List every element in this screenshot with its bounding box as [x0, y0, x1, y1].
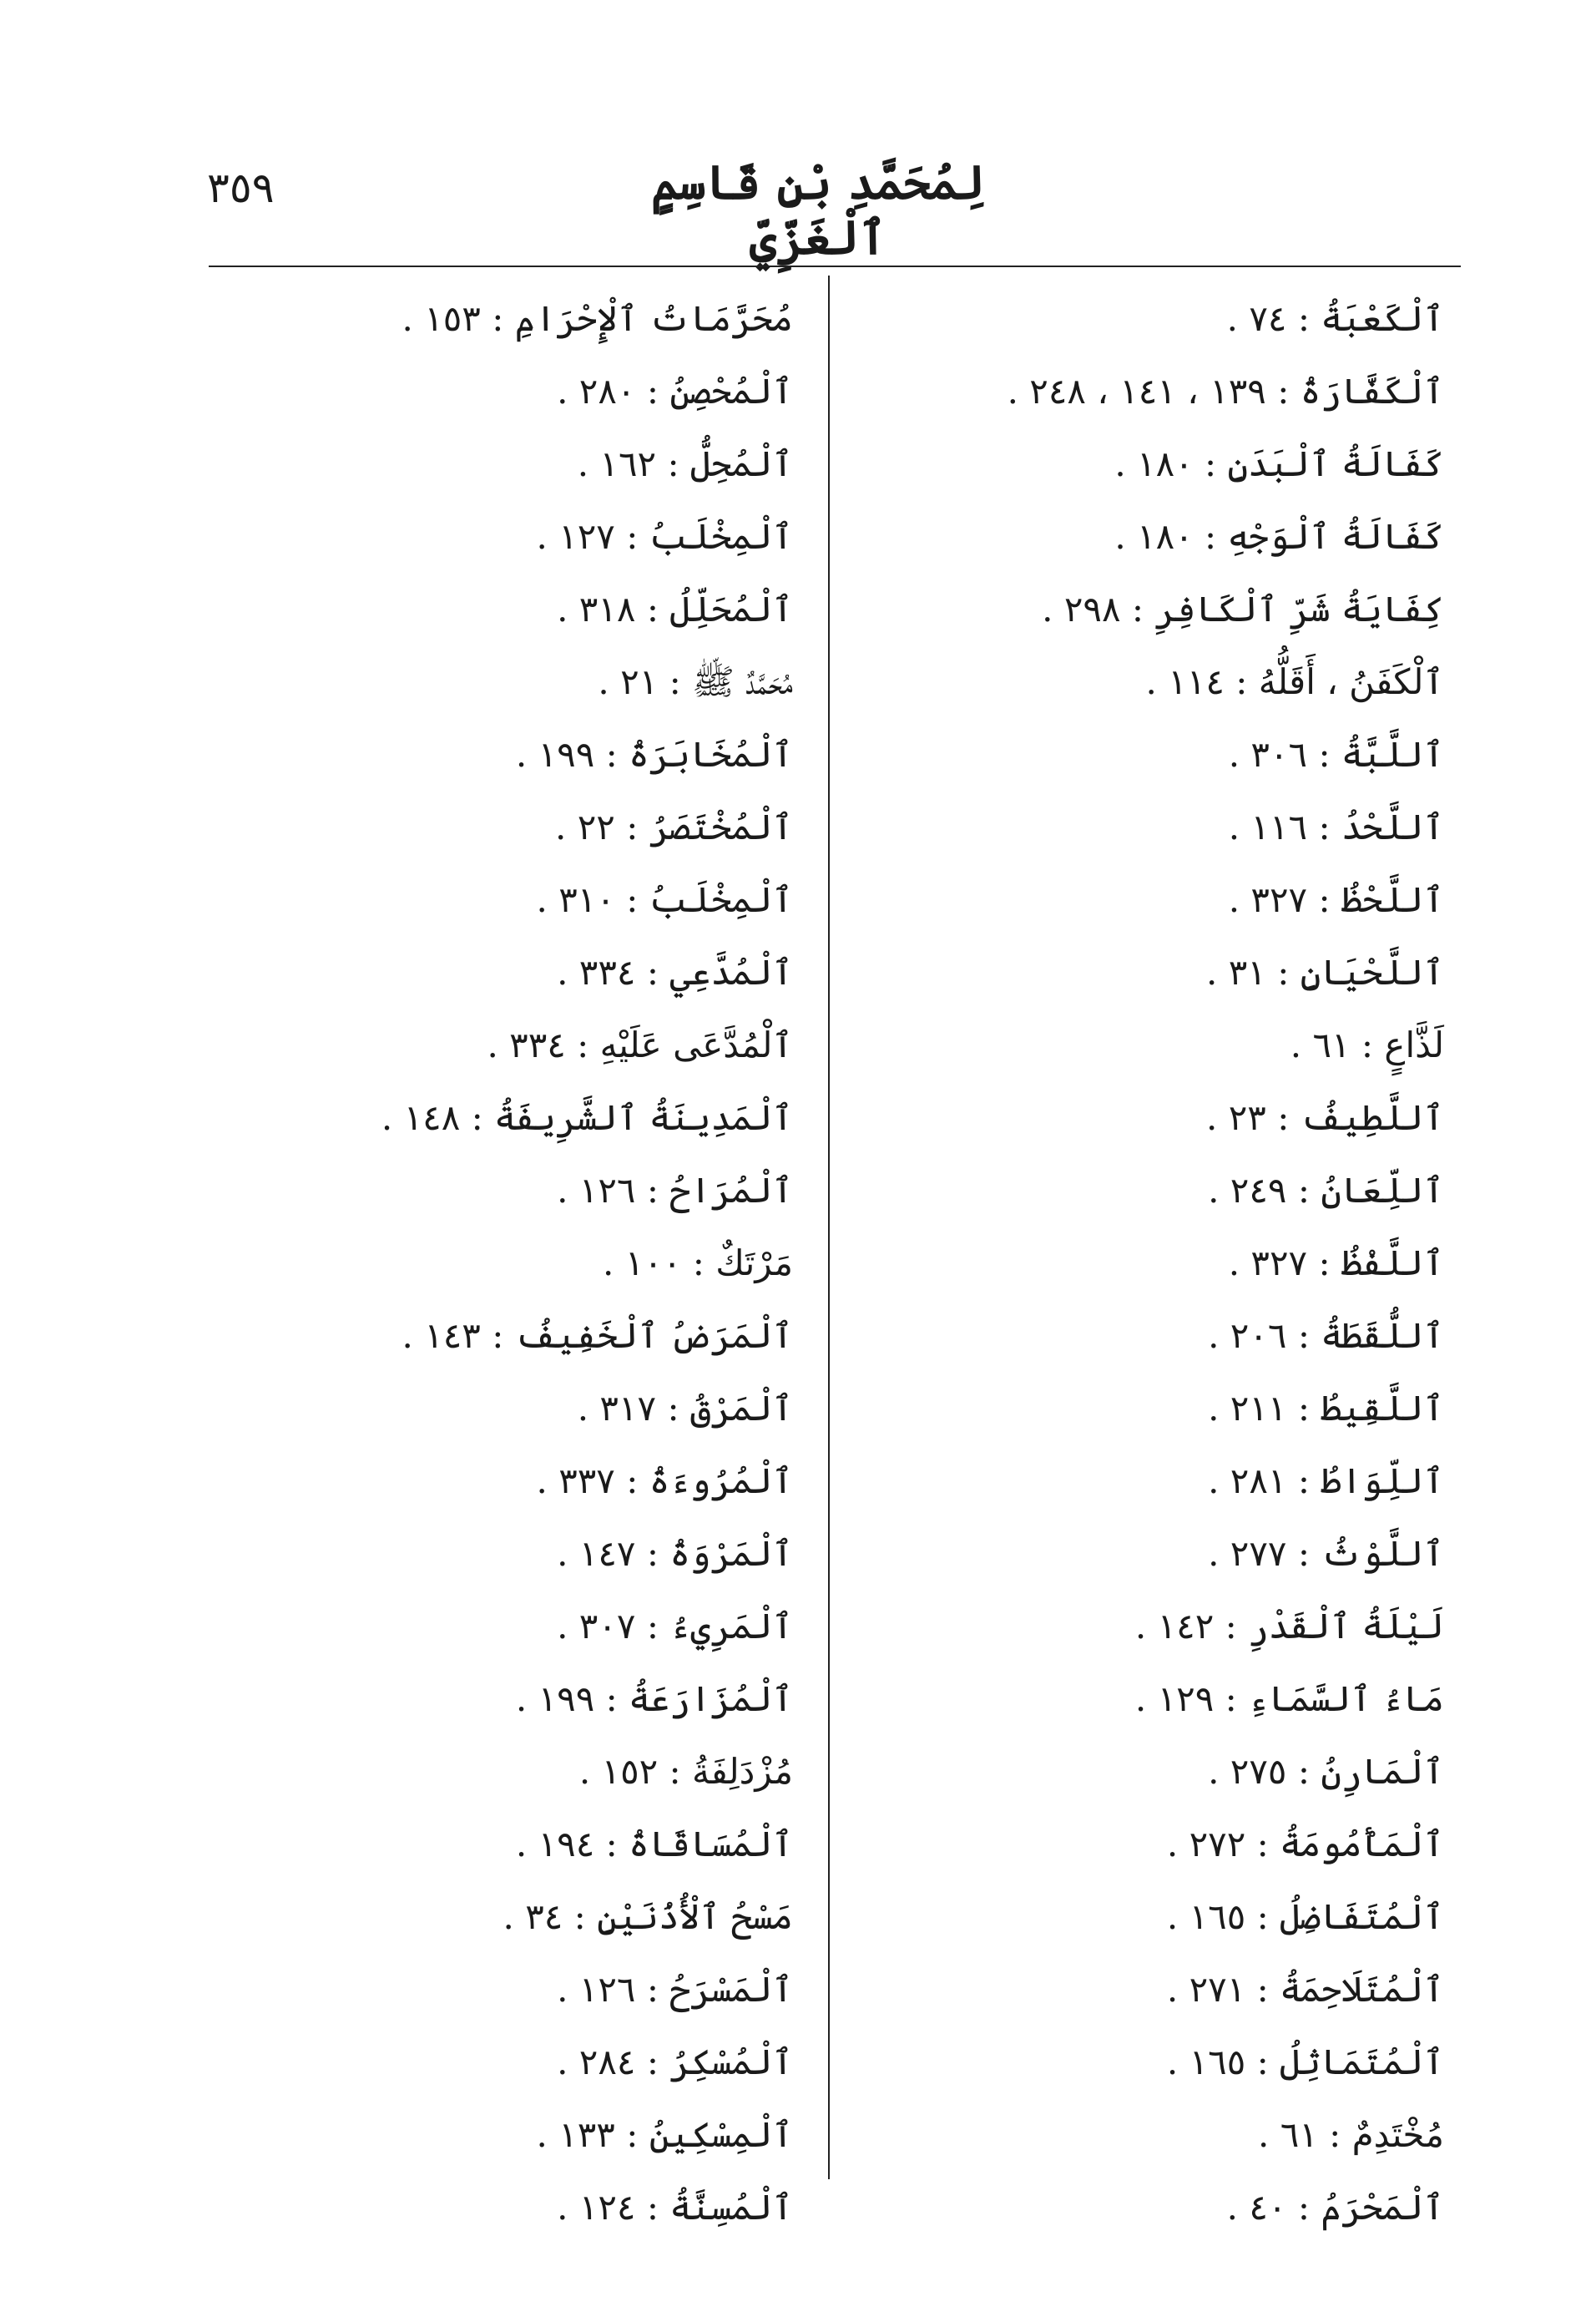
index-entry: ٱللَّحْيَانِ : ٣١ .	[1206, 952, 1444, 993]
index-entry: ٱلْمُتَفَاضِلُ : ١٦٥ .	[1166, 1896, 1444, 1937]
index-entry: ٱللُّقَطَةُ : ٢٠٦ .	[1208, 1315, 1444, 1356]
index-entry: ٱلْمُتَلَاحِمَةُ : ٢٧١ .	[1166, 1969, 1444, 2010]
index-entry: ٱلْمُحِلُّ : ١٦٢ .	[577, 443, 793, 484]
index-entry: ٱلْمُسْكِرُ : ٢٨٤ .	[557, 2041, 793, 2082]
index-entry: ٱلْمُرَاحُ : ١٢٦ .	[557, 1170, 793, 1211]
index-entry: ٱلْمَرِيءُ : ٣٠٧ .	[557, 1606, 793, 1647]
index-entry: ٱلْمَسْرَحُ : ١٢٦ .	[557, 1969, 793, 2010]
index-entry: مُحَرَّمَاتُ ٱلْإِحْرَامِ : ١٥٣ .	[402, 298, 793, 339]
index-entry: ٱلْمَرَضُ ٱلْخَفِيفُ : ١٤٣ .	[402, 1315, 793, 1356]
index-entry: ٱللَّطِيفُ : ٢٣ .	[1206, 1097, 1444, 1138]
index-entry: ٱلْمُخْتَصَرُ : ٢٢ .	[555, 807, 793, 847]
running-title: لِمُحَمَّدِ بْنِ قَاسِمٍ ٱلْغَزِّيِّ	[651, 155, 985, 266]
index-entry: ٱلْمُحَلِّلُ : ٣١٨ .	[557, 589, 793, 630]
index-entry: ٱلْمَارِنُ : ٢٧٥ .	[1208, 1751, 1444, 1792]
index-entry: ٱلْمَرْقُ : ٣١٧ .	[577, 1388, 793, 1429]
index-entry: مَاءُ ٱلسَّمَاءِ : ١٢٩ .	[1134, 1678, 1444, 1719]
index-entry: ٱلْمِخْلَبُ : ١٢٧ .	[536, 516, 793, 557]
index-entry: ٱلْمُدَّعِي : ٣٣٤ .	[557, 952, 793, 993]
index-entry: كَفَالَةُ ٱلْوَجْهِ : ١٨٠ .	[1114, 516, 1444, 557]
index-entry: ٱلْمِخْلَبُ : ٣١٠ .	[536, 879, 793, 920]
index-entry: ٱلْمُحْصِنُ : ٢٨٠ .	[557, 371, 793, 412]
index-entry: ٱلْمُتَمَاثِلُ : ١٦٥ .	[1166, 2041, 1444, 2082]
page-number: ٣٥٩	[207, 164, 275, 212]
index-entry: ٱللَّفْظُ : ٣٢٧ .	[1228, 1242, 1444, 1283]
index-entry: ٱلْمَحْرَمُ : ٤٠ .	[1226, 2187, 1444, 2228]
index-entry: ٱللِّوَاطُ : ٢٨١ .	[1208, 1460, 1444, 1501]
index-entry: ٱلْكَفَّارَةُ : ١٣٩ ، ١٤١ ، ٢٤٨ .	[1007, 371, 1444, 412]
index-entry: ٱلْمَدِينَةُ ٱلشَّرِيفَةُ : ١٤٨ .	[381, 1097, 793, 1138]
index-entry: ٱلْمُسَاقَاةُ : ١٩٤ .	[515, 1824, 793, 1864]
index-entry: ٱللَّبَّةُ : ٣٠٦ .	[1228, 734, 1444, 775]
index-entry: ٱلْمُسِنَّةُ : ١٢٤ .	[557, 2187, 793, 2228]
index-entry: مُحَمَّدٌ ﷺ : ٢١ .	[598, 661, 793, 702]
index-entry: مَرْتَكٌ : ١٠٠ .	[603, 1242, 793, 1283]
index-entry: ٱللَّقِيطُ : ٢١١ .	[1208, 1388, 1444, 1429]
header-rule	[209, 266, 1461, 267]
index-entry: مُزْدَلِفَةُ : ١٥٢ .	[578, 1751, 793, 1792]
index-entry: ٱلْمُدَّعَى عَلَيْهِ : ٣٣٤ .	[487, 1024, 793, 1065]
index-entry: لَيْلَةُ ٱلْقَدْرِ : ١٤٢ .	[1134, 1606, 1444, 1647]
index-entry: ٱلْمُزَارَعَةُ : ١٩٩ .	[515, 1678, 793, 1719]
index-entry: ٱللَّحْدُ : ١١٦ .	[1228, 807, 1444, 847]
index-entry: ٱللَّحْظُ : ٣٢٧ .	[1228, 879, 1444, 920]
index-entry: ٱلْمَأْمُومَةُ : ٢٧٢ .	[1166, 1824, 1444, 1864]
index-column-right	[843, 282, 1444, 2244]
index-entry: مَسْحُ ٱلْأُذُنَيْنِ : ٣٤ .	[503, 1896, 793, 1937]
index-entry: كِفَايَةُ شَرِّ ٱلْكَافِرِ : ٢٩٨ .	[1042, 589, 1444, 630]
column-divider	[828, 276, 830, 2179]
index-entry: لَذَّاعٍ : ٦١ .	[1290, 1024, 1444, 1065]
index-entry: كَفَالَةُ ٱلْبَدَنِ : ١٨٠ .	[1114, 443, 1444, 484]
index-column-left	[209, 282, 793, 2244]
index-entry: ٱلْكَفَنُ ، أَقَلُّهُ : ١١٤ .	[1145, 661, 1444, 702]
index-entry: ٱللِّعَانُ : ٢٤٩ .	[1208, 1170, 1444, 1211]
index-entry: ٱلْمِسْكِينُ : ١٣٣ .	[536, 2114, 793, 2155]
index-entry: ٱلْمُخَابَرَةُ : ١٩٩ .	[515, 734, 793, 775]
index-entry: مُخْتَدِمٌ : ٦١ .	[1257, 2114, 1444, 2155]
index-entry: ٱلْكَعْبَةُ : ٧٤ .	[1226, 298, 1444, 339]
index-entry: ٱلْمُرُوءَةُ : ٣٣٧ .	[536, 1460, 793, 1501]
index-entry: ٱلْمَرْوَةُ : ١٤٧ .	[557, 1533, 793, 1574]
index-entry: ٱللَّوْثُ : ٢٧٧ .	[1208, 1533, 1444, 1574]
